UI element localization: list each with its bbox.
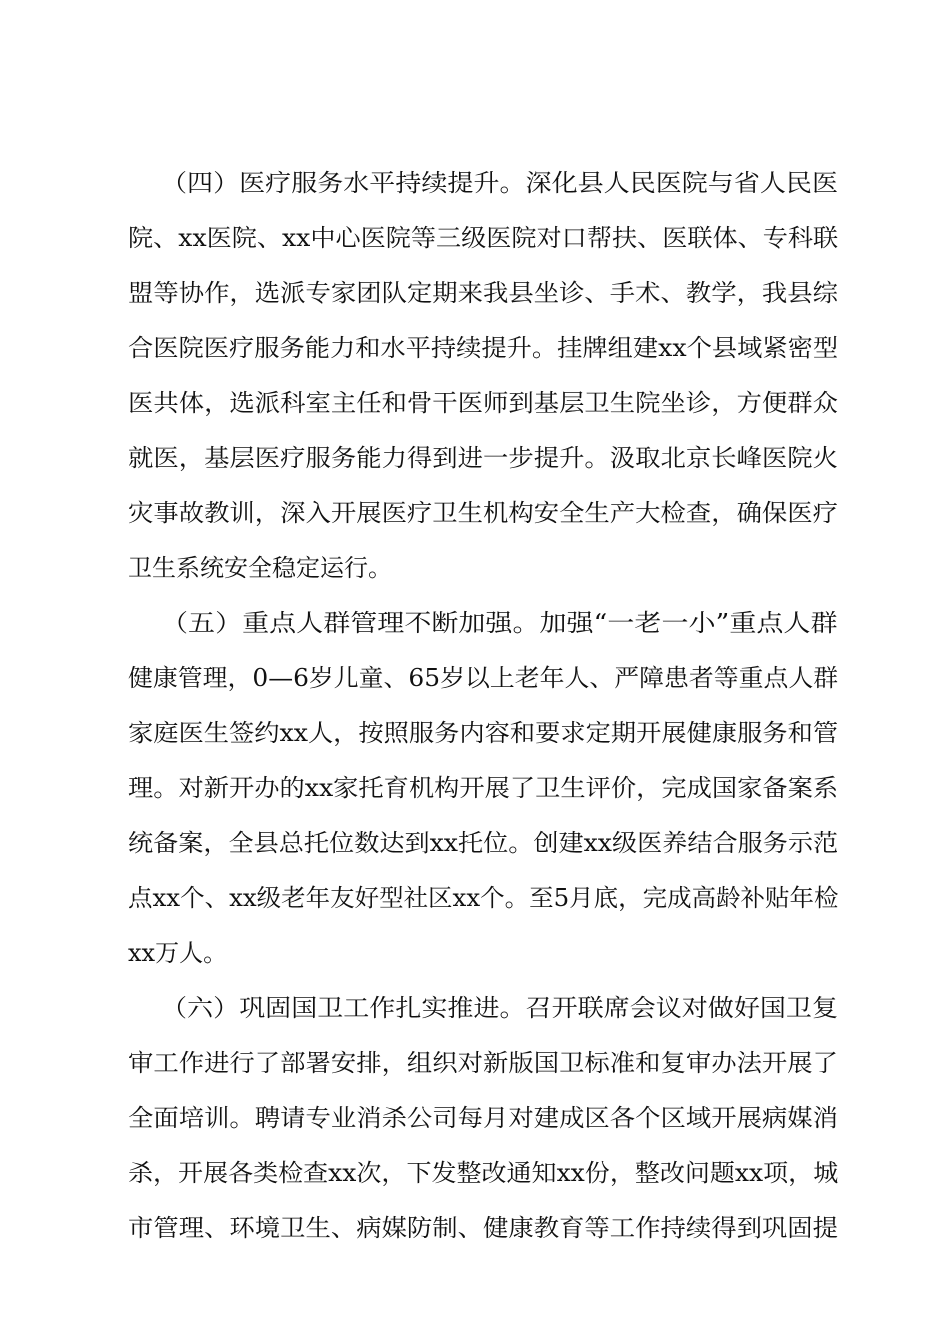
paragraph-5-line: 统备案，全县总托位数达到xx托位。创建xx级医养结合服务示范 (128, 829, 839, 857)
paragraph-4-line: 就医，基层医疗服务能力得到进一步提升。汲取北京长峰医院火 (128, 444, 838, 472)
paragraph-6-line: 全面培训。聘请专业消杀公司每月对建成区各个区域开展病媒消 (128, 1104, 838, 1132)
paragraph-6-line: 杀，开展各类检查xx次，下发整改通知xx份，整改问题xx项，城 (128, 1159, 839, 1187)
paragraph-4-line: 医共体，选派科室主任和骨干医师到基层卫生院坐诊，方便群众 (128, 389, 838, 417)
paragraph-5-line: 理。对新开办的xx家托育机构开展了卫生评价，完成国家备案系 (128, 774, 839, 802)
paragraph-4-line: 院、xx医院、xx中心医院等三级医院对口帮扶、医联体、专科联 (128, 224, 839, 252)
paragraph-6-line: 审工作进行了部署安排，组织对新版国卫标准和复审办法开展了 (128, 1049, 838, 1077)
paragraph-5-line: 家庭医生签约xx人，按照服务内容和要求定期开展健康服务和管 (128, 719, 839, 747)
paragraph-5-line: 点xx个、xx级老年友好型社区xx个。至5月底，完成高龄补贴年检 (128, 884, 839, 912)
paragraph-5-line: xx万人。 (128, 939, 228, 967)
paragraph-5-line: 健康管理，0—6岁儿童、65岁以上老年人、严障患者等重点人群 (128, 664, 839, 692)
paragraph-6-line: 市管理、环境卫生、病媒防制、健康教育等工作持续得到巩固提 (128, 1214, 838, 1242)
paragraph-4-line: 卫生系统安全稳定运行。 (128, 554, 392, 582)
paragraph-4-line: 合医院医疗服务能力和水平持续提升。挂牌组建xx个县域紧密型 (128, 334, 839, 362)
paragraph-4-line: （四）医疗服务水平持续提升。深化县人民医院与省人民医 (161, 169, 838, 197)
paragraph-4-line: 盟等协作，选派专家团队定期来我县坐诊、手术、教学，我县综 (128, 279, 838, 307)
paragraph-4-line: 灾事故教训，深入开展医疗卫生机构安全生产大检查，确保医疗 (128, 499, 838, 527)
paragraph-6-line: （六）巩固国卫工作扎实推进。召开联席会议对做好国卫复 (161, 994, 838, 1022)
paragraph-5-line: （五）重点人群管理不断加强。加强“一老一小”重点人群 (161, 609, 838, 637)
